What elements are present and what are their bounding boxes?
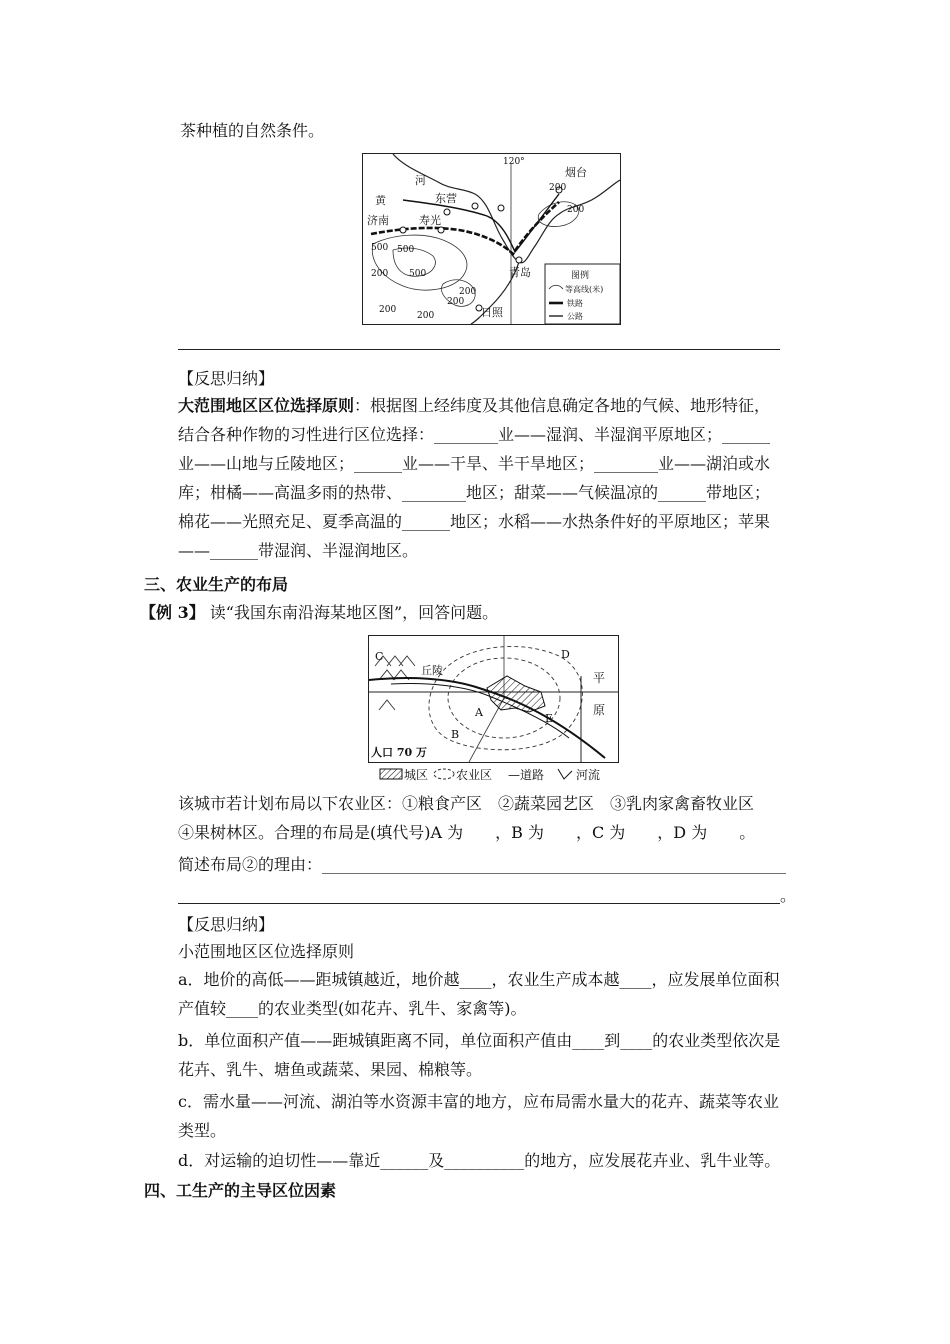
principle-line-6: ——______带湿润、半湿润地区。 [178,541,419,560]
answer-line-2 [178,903,780,904]
svg-text:500: 500 [409,269,427,279]
legend-road: 公路 [567,312,583,321]
rule-a-1: a．地价的高低——距城镇越近，地价越____，农业生产成本越____，应发展单位面积 [178,970,780,989]
label-plain-2: 原 [593,703,606,717]
legend-title: 图例 [571,271,590,281]
svg-text:200: 200 [459,287,477,297]
rule-d-1: d．对运输的迫切性——靠近______及__________的地方，应发展花卉业、乳牛业等。 [178,1151,781,1170]
reflect-heading-1: 【反思归纳】 [178,369,275,388]
section-3-heading: 三、农业生产的布局 [144,575,289,594]
legend-rail: 铁路 [567,299,583,308]
shandong-map [362,153,621,325]
question-line-2: ④果树林区。合理的布局是(填代号)A 为 ，B 为 ，C 为 ，D 为 。 [178,823,756,842]
svg-text:200: 200 [549,183,567,193]
rule-c-1: c．需水量——河流、湖泊等水资源丰富的地方，应布局需水量大的花卉、蔬菜等农业 [178,1092,779,1111]
question-line-1: 该城市若计划布局以下农业区：①粮食产区 ②蔬菜园艺区 ③乳肉家禽畜牧业区 [178,794,755,813]
coastal-map-legend [378,763,614,785]
svg-text:200: 200 [447,297,465,307]
principle-line-4: 库；柑橘——高温多雨的热带、________地区；甜菜——气候温凉的______带地区； [178,483,771,502]
principle-line-1: 大范围地区区位选择原则：根据图上经纬度及其他信息确定各地的气候、地形特征， [178,396,771,415]
principle-line-3: 业——山地与丘陵地区；______业——干旱、半干旱地区；________业——湖泊或水 [178,454,771,473]
svg-text:500: 500 [371,243,389,253]
rule-c-2: 类型。 [178,1121,227,1140]
label-E: E [545,712,554,725]
coastal-area-map [368,635,619,763]
svg-text:500: 500 [397,245,415,255]
legend-city: 城区 [404,767,429,782]
label-dongying: 东营 [435,192,457,205]
principle-line-2: 结合各种作物的习性进行区位选择：________业——湿润、半湿润平原地区；______ [178,425,771,444]
example-3-line: 【例 3】 读“我国东南沿海某地区图”，回答问题。 [140,603,499,622]
shandong-map-svg [363,154,620,324]
reflect-heading-2: 【反思归纳】 [178,915,275,934]
legend-farm: 农业区 [456,767,493,782]
legend-contour: 等高线(米) [565,285,604,294]
answer-line-end: 。 [780,886,797,905]
rule-b-1: b．单位面积产值——距城镇距离不同，单位面积产值由____到____的农业类型依次是 [178,1031,781,1050]
svg-text:200: 200 [379,305,397,315]
label-he: 河 [415,174,426,187]
principle-line-5: 棉花——光照充足、夏季高温的______地区；水稻——水热条件好的平原地区；苹果 [178,512,771,531]
intro-line: 茶种植的自然条件。 [180,121,325,140]
rule-b-2: 花卉、乳牛、塘鱼或蔬菜、果园、棉粮等。 [178,1060,483,1079]
label-B: B [451,728,460,741]
label-C: C [375,650,384,663]
label-huang: 黄 [375,194,386,207]
answer-line [178,349,780,350]
legend-river: 河流 [576,767,601,782]
label-qingdao: 青岛 [509,266,531,279]
principle-title: 大范围地区区位选择原则 [178,396,355,415]
section-4-heading: 四、工生产的主导区位因素 [144,1181,337,1200]
label-rizhao: 日照 [481,306,503,319]
longitude-label: 120° [503,157,525,167]
legend-road: —道路 [508,767,545,782]
label-plain-1: 平 [593,671,606,685]
label-A: A [475,706,483,719]
svg-text:200: 200 [371,269,389,279]
svg-text:200: 200 [567,205,585,215]
label-hills: 丘陵 [421,664,443,677]
label-jinan: 济南 [367,214,389,227]
label-population: 人口 70 万 [371,746,427,759]
rule-a-2: 产值较____的农业类型(如花卉、乳牛、家禽等)。 [178,999,527,1018]
question-line-3: 简述布局②的理由：__________________________________________________________ [178,855,787,874]
small-area-principle: 小范围地区区位选择原则 [178,942,355,961]
label-yantai: 烟台 [565,166,587,179]
example-3-label: 【例 3】 [140,603,205,622]
svg-text:200: 200 [417,311,435,321]
label-shouguang: 寿光 [419,214,441,227]
coastal-area-map-svg [369,636,618,762]
label-D: D [561,648,570,661]
